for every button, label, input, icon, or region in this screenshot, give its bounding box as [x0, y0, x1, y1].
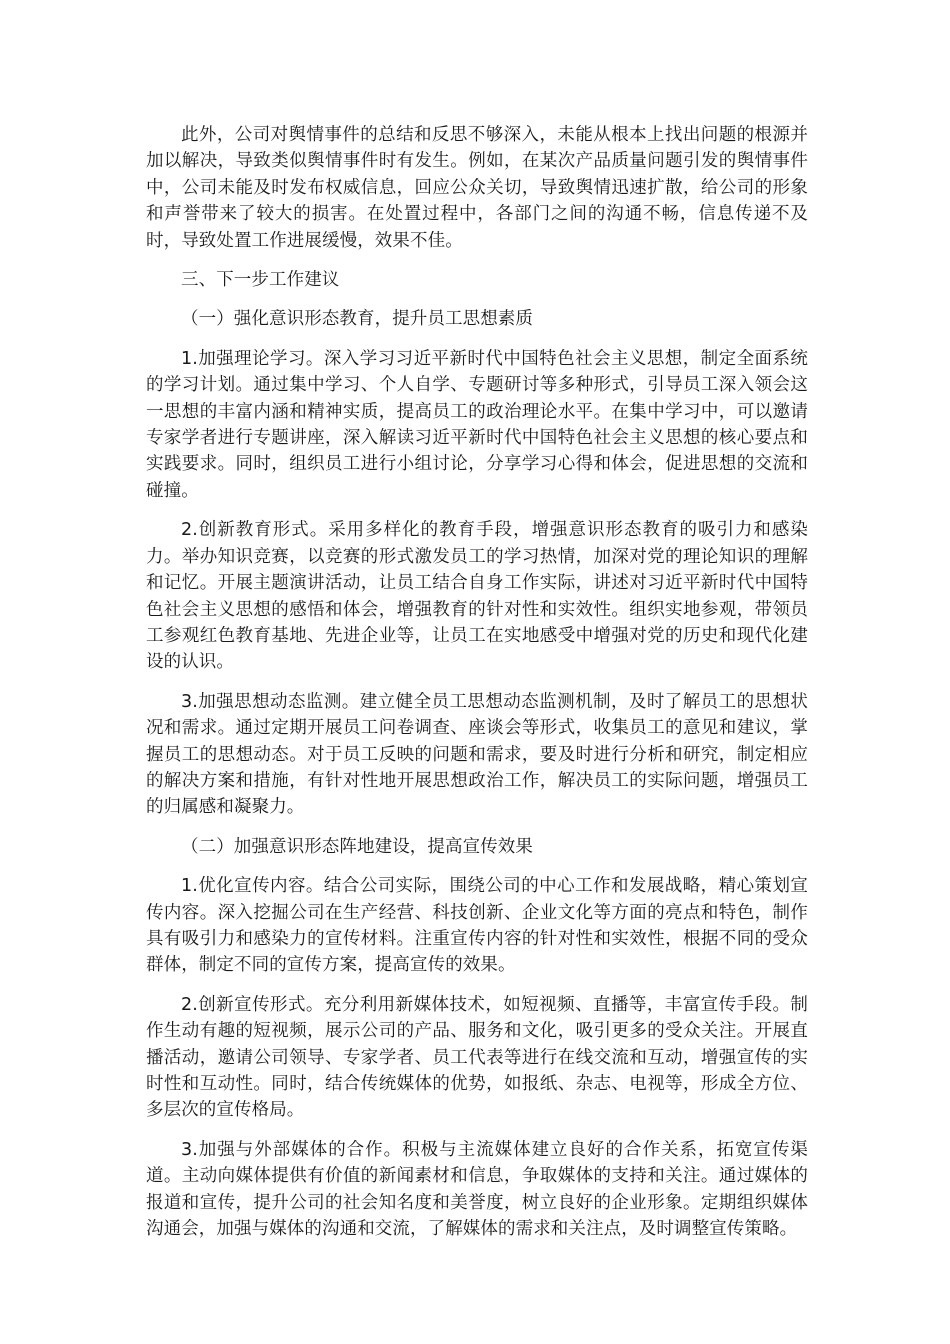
section-heading-next-steps: 三、下一步工作建议	[181, 270, 340, 291]
subheading-ideology-position: （二）加强意识形态阵地建设，提高宣传效果	[181, 836, 533, 857]
paragraph-education-forms: 2.创新教育形式。采用多样化的教育手段，增强意识形态教育的吸引力和感染力。举办知识竞赛，以竞赛的形式激发员工的学习热情，加深对党的理论知识的理解和记忆。开展主题演讲活动，让员工结合自身工作实际，讲述对习近平新时代中国特色社会主义思想的感悟和体会，增强教育的针对性和实效性。组织实地参观，带领员工参观红色教育基地、先进企业等，让员工在实地感受中增强对党的历史和现代化建设的认识。	[146, 520, 808, 673]
subheading-ideology-education: （一）强化意识形态教育，提升员工思想素质	[181, 309, 533, 330]
paragraph-theory-study: 1.加强理论学习。深入学习习近平新时代中国特色社会主义思想，制定全面系统的学习计划。通过集中学习、个人自学、专题研讨等多种形式，引导员工深入领会这一思想的丰富内涵和精神实质，提高员工的政治理论水平。在集中学习中，可以邀请专家学者进行专题讲座，深入解读习近平新时代中国特色社会主义思想的核心要点和实践要求。同时，组织员工进行小组讨论，分享学习心得和体会，促进思想的交流和碰撞。	[146, 348, 808, 501]
paragraph-innovate-publicity: 2.创新宣传形式。充分利用新媒体技术，如短视频、直播等，丰富宣传手段。制作生动有趣的短视频，展示公司的产品、服务和文化，吸引更多的受众关注。开展直播活动，邀请公司领导、专家学者、员工代表等进行在线交流和互动，增强宣传的实时性和互动性。同时，结合传统媒体的优势，如报纸、杂志、电视等，形成全方位、多层次的宣传格局。	[146, 994, 808, 1121]
document-body	[146, 122, 808, 1255]
paragraph-media-cooperation: 3.加强与外部媒体的合作。积极与主流媒体建立良好的合作关系，拓宽宣传渠道。主动向媒体提供有价值的新闻素材和信息，争取媒体的支持和关注。通过媒体的报道和宣传，提升公司的社会知名度和美誉度，树立良好的企业形象。定期组织媒体沟通会，加强与媒体的沟通和交流，了解媒体的需求和关注点，及时调整宣传策略。	[146, 1139, 808, 1240]
paragraph-thought-monitoring: 3.加强思想动态监测。建立健全员工思想动态监测机制，及时了解员工的思想状况和需求。通过定期开展员工问卷调查、座谈会等形式，收集员工的意见和建议，掌握员工的思想动态。对于员工反映的问题和需求，要及时进行分析和研究，制定相应的解决方案和措施，有针对性地开展思想政治工作，解决员工的实际问题，增强员工的归属感和凝聚力。	[146, 691, 808, 818]
paragraph-optimize-content: 1.优化宣传内容。结合公司实际，围绕公司的中心工作和发展战略，精心策划宣传内容。深入挖掘公司在生产经营、科技创新、企业文化等方面的亮点和特色，制作具有吸引力和感染力的宣传材料。注重宣传内容的针对性和实效性，根据不同的受众群体，制定不同的宣传方案，提高宣传的效果。	[146, 876, 808, 976]
paragraph-public-opinion-summary: 此外，公司对舆情事件的总结和反思不够深入，未能从根本上找出问题的根源并加以解决，导致类似舆情事件时有发生。例如，在某次产品质量问题引发的舆情事件中，公司未能及时发布权威信息，回应公众关切，导致舆情迅速扩散，给公司的形象和声誉带来了较大的损害。在处置过程中，各部门之间的沟通不畅，信息传递不及时，导致处置工作进展缓慢，效果不佳。	[146, 125, 808, 251]
